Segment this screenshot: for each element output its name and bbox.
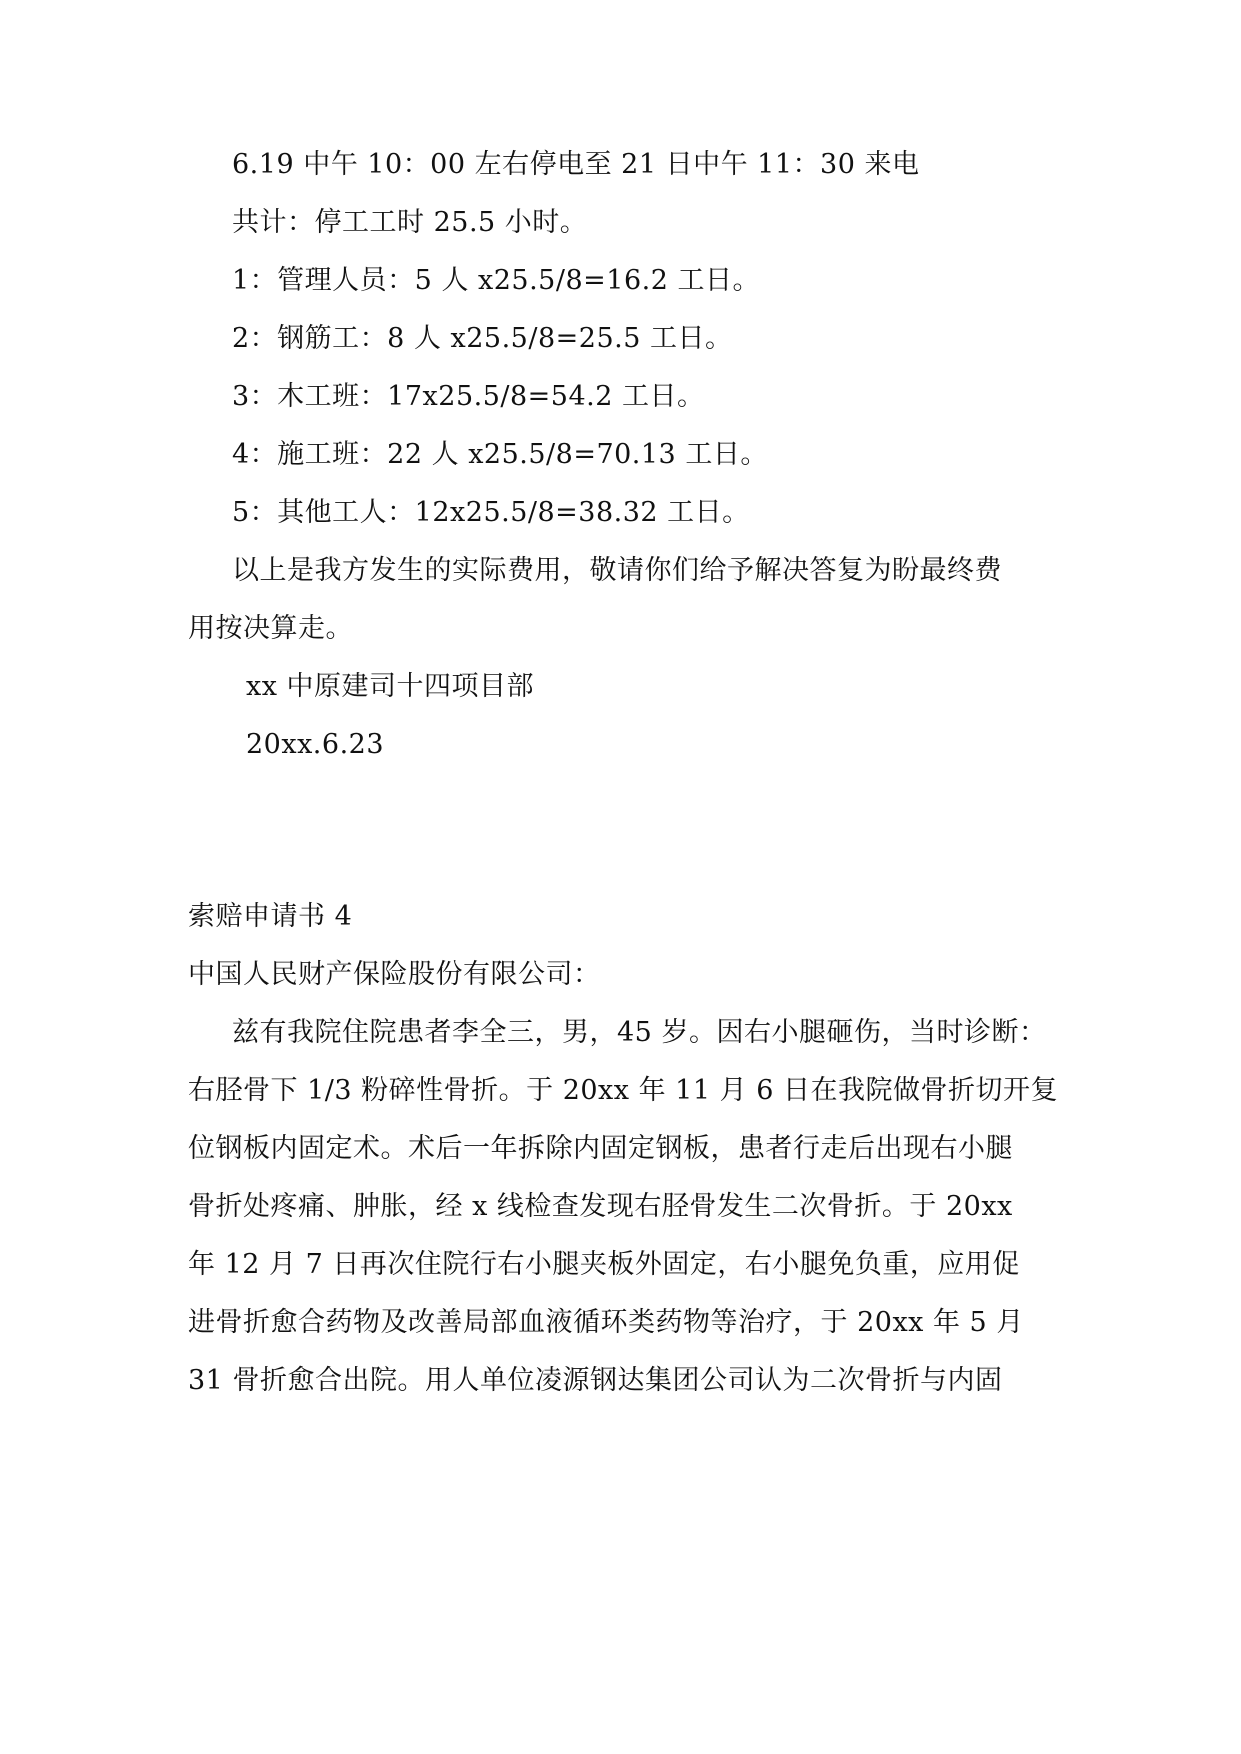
cost-item-2: 2：钢筋工：8 人 x25.5/8=25.5 工日。 (232, 323, 733, 354)
body-line-7: 31 骨折愈合出院。用人单位凌源钢达集团公司认为二次骨折与内固 (188, 1365, 1003, 1396)
body-line-5: 年 12 月 7 日再次住院行右小腿夹板外固定，右小腿免负重，应用促 (188, 1249, 1020, 1280)
body-line-1: 兹有我院住院患者李全三，男，45 岁。因右小腿砸伤，当时诊断： (232, 1017, 1047, 1048)
cost-item-5: 5：其他工人：12x25.5/8=38.32 工日。 (232, 497, 750, 528)
section-title: 索赔申请书 4 (188, 901, 353, 932)
total-hours-line: 共计：停工工时 25.5 小时。 (232, 207, 588, 238)
signature-date: 20xx.6.23 (246, 729, 385, 760)
cost-item-3: 3：木工班：17x25.5/8=54.2 工日。 (232, 381, 705, 412)
addressee: 中国人民财产保险股份有限公司： (188, 959, 601, 990)
cost-item-4: 4：施工班：22 人 x25.5/8=70.13 工日。 (232, 439, 768, 470)
outage-period-line: 6.19 中午 10：00 左右停电至 21 日中午 11：30 来电 (232, 149, 920, 180)
signature-org: xx 中原建司十四项目部 (246, 671, 535, 702)
body-line-2: 右胫骨下 1/3 粉碎性骨折。于 20xx 年 11 月 6 日在我院做骨折切开复 (188, 1075, 1058, 1106)
closing-line-2: 用按决算走。 (188, 613, 353, 644)
body-line-4: 骨折处疼痛、肿胀，经 x 线检查发现右胫骨发生二次骨折。于 20xx (188, 1191, 1013, 1222)
body-line-3: 位钢板内固定术。术后一年拆除内固定钢板，患者行走后出现右小腿 (188, 1133, 1013, 1164)
cost-item-1: 1：管理人员：5 人 x25.5/8=16.2 工日。 (232, 265, 760, 296)
closing-line-1: 以上是我方发生的实际费用，敬请你们给予解决答复为盼最终费 (232, 555, 1002, 586)
body-line-6: 进骨折愈合药物及改善局部血液循环类药物等治疗，于 20xx 年 5 月 (188, 1307, 1024, 1338)
